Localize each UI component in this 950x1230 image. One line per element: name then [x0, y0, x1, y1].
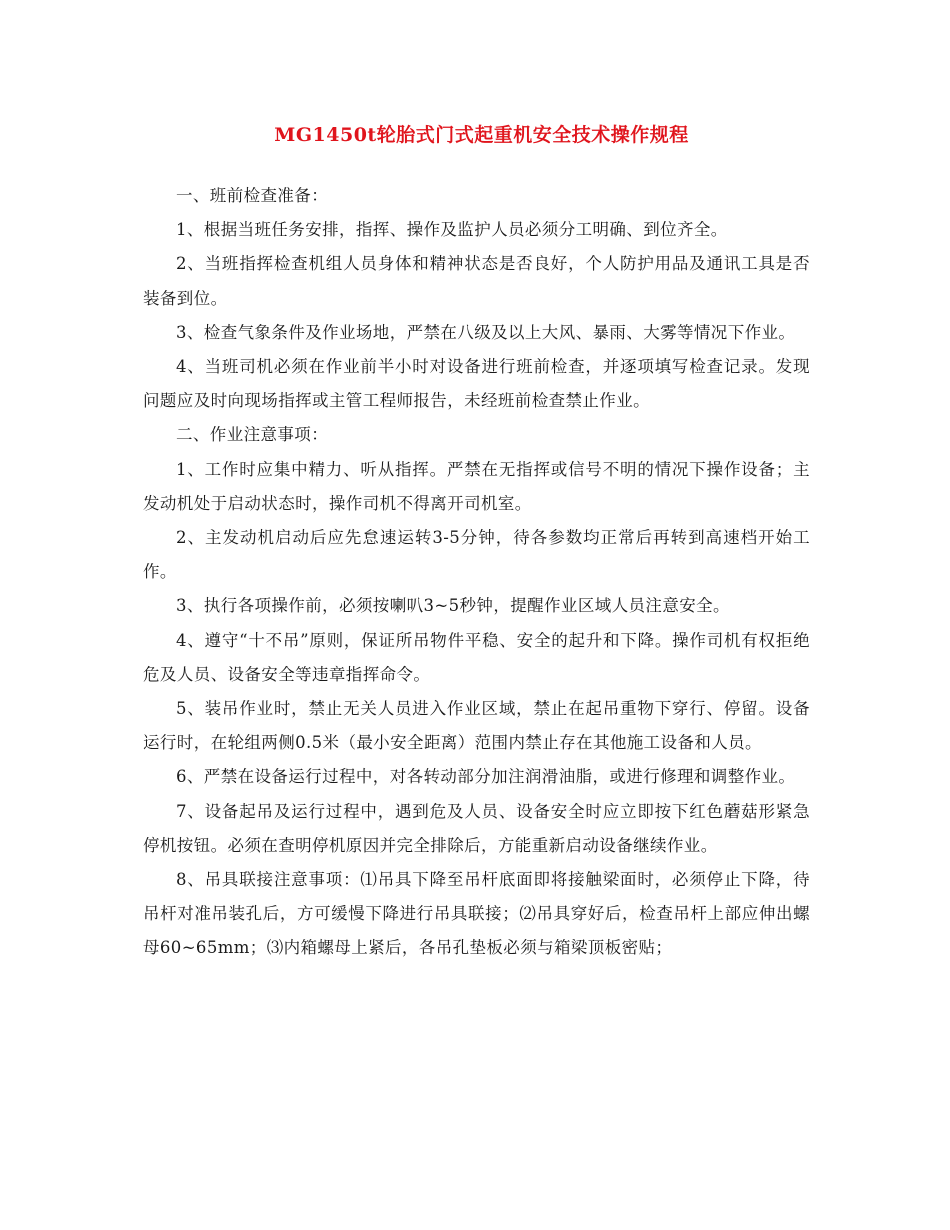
- paragraph: 3、检查气象条件及作业场地，严禁在八级及以上大风、暴雨、大雾等情况下作业。: [176, 322, 796, 342]
- document-title: MG1450t轮胎式门式起重机安全技术操作规程: [274, 124, 689, 146]
- paragraph: 5、装吊作业时，禁止无关人员进入作业区域，禁止在起吊重物下穿行、停留。设备运行时，在轮组两侧0.5米（最小安全距离）范围内禁止存在其他施工设备和人员。: [143, 699, 810, 753]
- paragraph: 4、遵守“十不吊”原则，保证所吊物件平稳、安全的起升和下降。操作司机有权拒绝危及人员、设备安全等违章指挥命令。: [143, 630, 810, 684]
- paragraph: 1、工作时应集中精力、听从指挥。严禁在无指挥或信号不明的情况下操作设备；主发动机处于启动状态时，操作司机不得离开司机室。: [143, 459, 810, 513]
- document-body: [143, 179, 810, 966]
- paragraph: 2、主发动机启动后应先怠速运转3-5分钟，待各参数均正常后再转到高速档开始工作。: [143, 528, 810, 582]
- paragraph: 3、执行各项操作前，必须按喇叭3~5秒钟，提醒作业区域人员注意安全。: [176, 596, 730, 616]
- paragraph: 8、吊具联接注意事项：⑴吊具下降至吊杆底面即将接触梁面时，必须停止下降，待吊杆对准吊装孔后，方可缓慢下降进行吊具联接；⑵吊具穿好后，检查吊杆上部应伸出螺母60~65mm；⑶内箱螺母上紧后，各吊孔垫板必须与箱梁顶板密贴；: [143, 870, 810, 958]
- paragraph: 7、设备起吊及运行过程中，遇到危及人员、设备安全时应立即按下红色蘑菇形紧急停机按钮。必须在查明停机原因并完全排除后，方能重新启动设备继续作业。: [143, 801, 810, 855]
- section-heading-pre-shift-check: 一、班前检查准备：: [176, 186, 329, 205]
- section-heading-operation-notes: 二、作业注意事项：: [176, 425, 329, 445]
- paragraph: 1、根据当班任务安排，指挥、操作及监护人员必须分工明确、到位齐全。: [176, 220, 728, 240]
- paragraph: 4、当班司机必须在作业前半小时对设备进行班前检查，并逐项填写检查记录。发现问题应及时向现场指挥或主管工程师报告，未经班前检查禁止作业。: [143, 357, 810, 411]
- paragraph: 6、严禁在设备运行过程中，对各转动部分加注润滑油脂，或进行修理和调整作业。: [176, 767, 796, 787]
- paragraph: 2、当班指挥检查机组人员身体和精神状态是否良好，个人防护用品及通讯工具是否装备到位。: [143, 254, 810, 308]
